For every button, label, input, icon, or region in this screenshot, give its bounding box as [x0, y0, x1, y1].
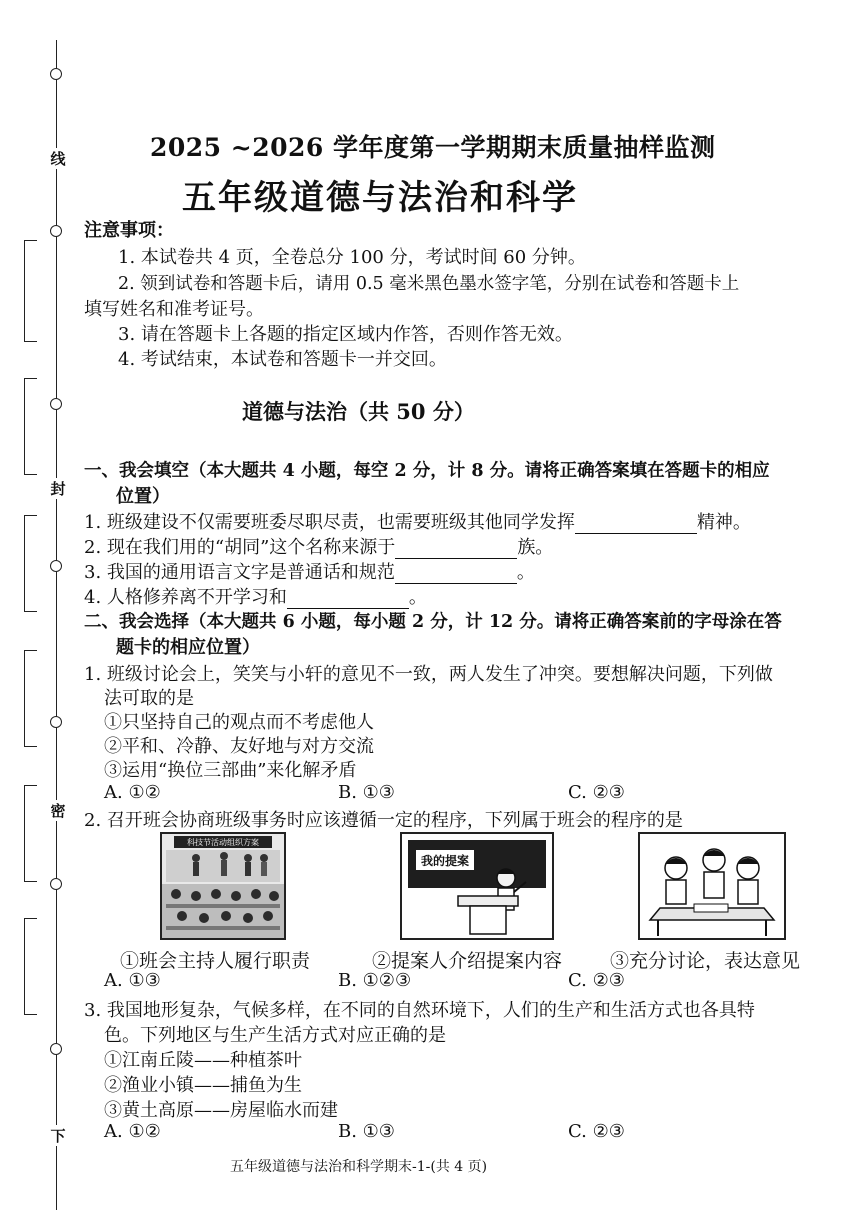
option-c: C. ②③ — [568, 1121, 625, 1142]
proposal-illustration — [400, 832, 554, 940]
note-item: 4. 考试结束，本试卷和答题卡一并交回。 — [118, 349, 447, 370]
banner-text: 科技节活动组织方案 — [187, 838, 259, 847]
choice-question-1-cont: 法可取的是 — [104, 688, 194, 709]
note-item: 1. 本试卷共 4 页，全卷总分 100 分，考试时间 60 分钟。 — [118, 247, 586, 268]
statement: ②平和、冷静、友好地与对方交流 — [104, 736, 374, 757]
choice-question-1: 1. 班级讨论会上，笑笑与小轩的意见不一致，两人发生了冲突。要想解决问题，下列做 — [84, 664, 773, 685]
option-a: A. ①③ — [104, 970, 161, 991]
binding-ring — [50, 560, 62, 572]
note-item: 2. 领到试卷和答题卡后，请用 0.5 毫米黑色墨水签字笔，分别在试卷和答题卡上 — [118, 274, 740, 294]
question-text: 族。 — [517, 537, 554, 558]
part1-heading-cont: 位置） — [116, 486, 170, 507]
binding-ring — [50, 225, 62, 237]
discussion-illustration — [638, 832, 786, 940]
board-text: 我的提案 — [420, 854, 470, 868]
question-text: 2. 现在我们用的“胡同”这个名称来源于 — [84, 537, 396, 558]
binding-ring — [50, 398, 62, 410]
fill-question-2 — [84, 533, 553, 559]
question-text: 3. 我国的通用语言文字是普通话和规范 — [84, 562, 395, 583]
picture-caption-3: ③充分讨论，表达意见 — [610, 950, 801, 972]
part1-heading: 一、我会填空（本大题共 4 小题，每空 2 分，计 8 分。请将正确答案填在答题卡的相应 — [84, 461, 770, 481]
binding-ring — [50, 68, 62, 80]
discussion-drawing — [640, 834, 784, 938]
statement: ③黄土高原——房屋临水而建 — [104, 1100, 338, 1121]
binding-ring — [50, 716, 62, 728]
binding-bracket — [24, 918, 37, 1015]
question-text: 4. 人格修养离不开学习和 — [84, 587, 287, 608]
statement: ③运用“换位三部曲”来化解矛盾 — [104, 760, 357, 781]
binding-ring — [50, 1043, 62, 1055]
fill-question-3 — [84, 558, 535, 584]
question-text: 。 — [516, 562, 535, 583]
fill-question-1 — [84, 508, 751, 534]
binding-bracket — [24, 785, 37, 882]
binding-char-feng: 封 — [48, 478, 68, 499]
fill-question-4 — [84, 583, 427, 609]
page-footer: 五年级道德与法治和科学期末-1-(共 4 页) — [230, 1159, 488, 1175]
proposal-drawing — [402, 834, 552, 938]
answer-blank — [395, 540, 517, 559]
part2-heading: 二、我会选择（本大题共 6 小题，每小题 2 分，计 12 分。请将正确答案前的字母涂在答 — [84, 612, 782, 632]
part2-heading-cont: 题卡的相应位置） — [116, 637, 260, 658]
statement: ①江南丘陵——种植茶叶 — [104, 1050, 302, 1071]
binding-line — [56, 40, 57, 1210]
binding-char-mi: 密 — [48, 800, 68, 821]
binding-bracket — [24, 515, 37, 612]
answer-blank — [395, 565, 517, 584]
picture-caption-1: ①班会主持人履行职责 — [120, 950, 311, 972]
question-text: 。 — [408, 587, 427, 608]
option-b: B. ①②③ — [338, 970, 412, 991]
binding-char-xia: 下 — [48, 1125, 68, 1146]
option-a: A. ①② — [104, 1121, 161, 1142]
note-item: 3. 请在答题卡上各题的指定区域内作答，否则作答无效。 — [118, 324, 573, 345]
option-c: C. ②③ — [568, 782, 625, 803]
binding-bracket — [24, 650, 37, 747]
binding-ring — [50, 878, 62, 890]
choice-question-3-cont: 色。下列地区与生产生活方式对应正确的是 — [104, 1025, 446, 1046]
class-meeting-drawing — [162, 834, 284, 938]
exam-title: 五年级道德与法治和科学 — [182, 178, 578, 218]
answer-blank — [287, 590, 409, 609]
choice-question-3: 3. 我国地形复杂，气候多样，在不同的自然环境下，人们的生产和生活方式也各具特 — [84, 1000, 755, 1021]
note-item: 填写姓名和准考证号。 — [84, 299, 264, 320]
choice-question-2: 2. 召开班会协商班级事务时应该遵循一定的程序，下列属于班会的程序的是 — [84, 810, 683, 831]
binding-margin — [0, 0, 80, 1226]
picture-caption-2: ②提案人介绍提案内容 — [372, 950, 563, 972]
exam-subtitle: 2025 ~2026 学年度第一学期期末质量抽样监测 — [150, 133, 716, 162]
question-text: 1. 班级建设不仅需要班委尽职尽责，也需要班级其他同学发挥 — [84, 512, 575, 533]
binding-char-xian: 线 — [48, 148, 68, 169]
class-meeting-illustration — [160, 832, 286, 940]
statement: ①只坚持自己的观点而不考虑他人 — [104, 712, 374, 733]
option-a: A. ①② — [104, 782, 161, 803]
option-b: B. ①③ — [338, 1121, 395, 1142]
answer-blank — [575, 515, 697, 534]
option-c: C. ②③ — [568, 970, 625, 991]
option-b: B. ①③ — [338, 782, 395, 803]
statement: ②渔业小镇——捕鱼为生 — [104, 1075, 302, 1096]
section-title: 道德与法治（共 50 分） — [242, 399, 475, 424]
binding-bracket — [24, 378, 37, 475]
notes-heading: 注意事项： — [84, 220, 174, 241]
question-text: 精神。 — [696, 512, 751, 533]
binding-bracket — [24, 240, 37, 342]
